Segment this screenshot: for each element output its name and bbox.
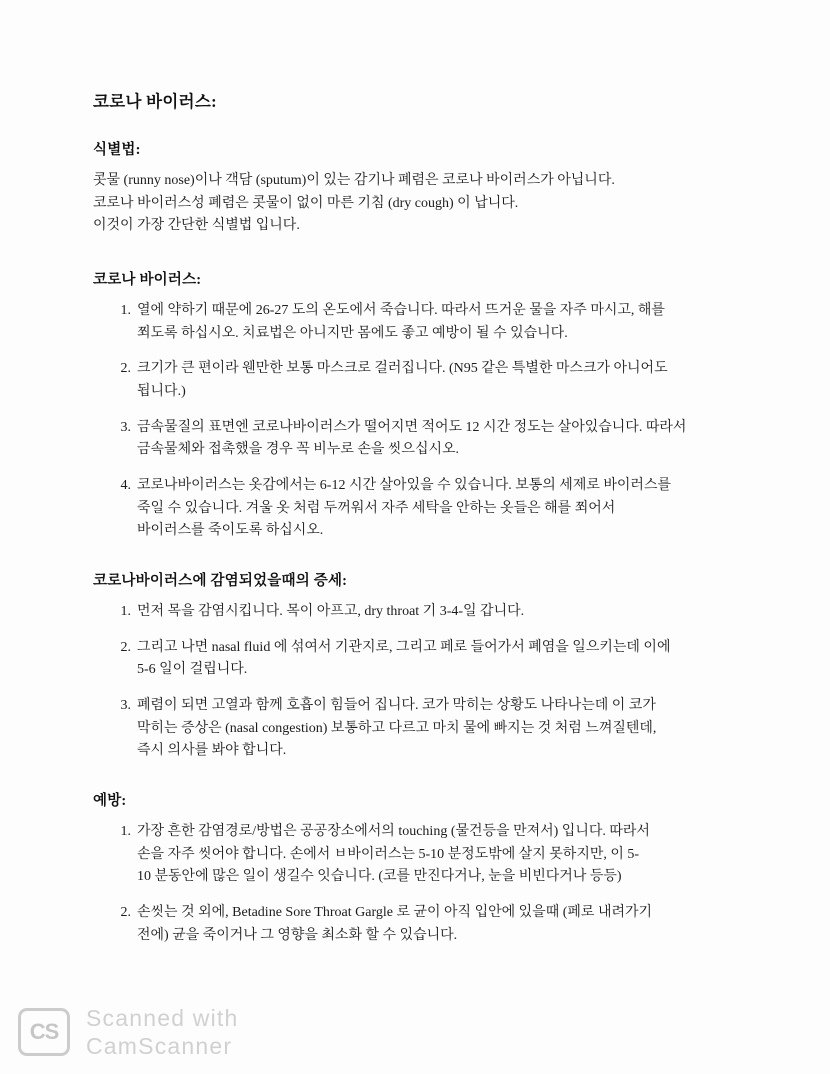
section-heading: 코로나바이러스에 감염되었을때의 증세: (93, 573, 348, 590)
section-heading: 예방: (93, 793, 127, 810)
paragraph-line: 이것이 가장 간단한 식별법 입니다. (93, 218, 300, 234)
list-item-line: 코로나바이러스는 옷감에서는 6-12 시간 살아있을 수 있습니다. 보통의 세제로 바이러스를 (137, 478, 672, 494)
section-prevention (93, 789, 738, 947)
list-item-line: 열에 약하기 때문에 26-27 도의 온도에서 죽습니다. 따라서 뜨거운 물을 자주 마시고, 해를 (137, 303, 665, 319)
list-item (93, 358, 738, 403)
list-item-line: 가장 흔한 감염경로/방법은 공공장소에서의 touching (물건등을 만져서) 입니다. 따라서 (137, 824, 650, 840)
list-item-line: 쬐도록 하십시오. 치료법은 아니지만 몸에도 좋고 예방이 될 수 있습니다. (137, 325, 568, 341)
list-item-line: 폐렴이 되면 고열과 함께 호흡이 힘들어 집니다. 코가 막히는 상황도 나타나는데 이 코가 (137, 698, 656, 714)
list-item-line: 즉시 의사를 봐야 합니다. (137, 743, 287, 759)
list-item-line: 전에) 균을 죽이거나 그 영향을 최소화 할 수 있습니다. (137, 927, 458, 943)
list-item-line: 그리고 나면 nasal fluid 에 섞여서 기관지로, 그리고 페로 들어가서 폐염을 일으키는데 이에 (137, 639, 671, 655)
list-item-line: 바이러스를 죽이도록 하십시오. (137, 523, 324, 539)
list-item-line: 죽일 수 있습니다. 겨울 옷 처럼 두꺼워서 자주 세탁을 안하는 옷들은 해를 쬐어서 (137, 500, 616, 516)
list-item (93, 417, 738, 462)
numbered-list (93, 601, 738, 763)
list-item-marker: 1. (120, 604, 131, 620)
list-item-line: 금속물체와 접촉했을 경우 꼭 비누로 손을 씻으십시오. (137, 442, 460, 458)
list-item (93, 637, 738, 682)
list-item-marker: 3. (120, 698, 131, 714)
section-paragraph (93, 170, 738, 238)
list-item-marker: 2. (120, 639, 131, 655)
section-identification (93, 138, 738, 238)
numbered-list (93, 300, 738, 543)
list-item-line: 막히는 증상은 (nasal congestion) 보통하고 다르고 마치 물에 빠지는 것 처럼 느껴질텐데, (137, 720, 657, 736)
watermark-line-1: Scanned with (86, 1004, 239, 1031)
list-item-marker: 2. (120, 361, 131, 377)
list-item-marker: 3. (120, 419, 131, 435)
page-title: 코로나 바이러스: (93, 92, 217, 111)
numbered-list (93, 821, 738, 947)
list-item-line: 5-6 일이 걸립니다. (137, 662, 248, 678)
camscanner-watermark (18, 1004, 239, 1060)
list-item-line: 됩니다.) (137, 384, 186, 400)
list-item-marker: 1. (120, 824, 131, 840)
watermark-line-2: CamScanner (86, 1032, 233, 1059)
camscanner-watermark-text (86, 1004, 239, 1060)
document-body (93, 88, 738, 973)
list-item-line: 금속물질의 표면엔 코로나바이러스가 떨어지면 적어도 12 시간 정도는 살아있습니다. 따라서 (137, 419, 687, 435)
list-item (93, 821, 738, 889)
list-item-line: 손씻는 것 외에, Betadine Sore Throat Gargle 로 균이 아직 입안에 있을때 (페로 내려가기 (137, 905, 653, 921)
list-item-marker: 1. (120, 303, 131, 319)
list-item (93, 902, 738, 947)
list-item-line: 먼저 목을 감염시킵니다. 목이 아프고, dry throat 기 3-4-일 갑니다. (137, 604, 525, 620)
list-item (93, 475, 738, 543)
list-item-marker: 4. (120, 478, 131, 494)
camscanner-logo-icon: CS (18, 1008, 70, 1056)
section-symptoms (93, 569, 738, 763)
section-heading: 코로나 바이러스: (93, 272, 202, 289)
paragraph-line: 콧물 (runny nose)이나 객담 (sputum)이 있는 감기나 폐렴은 코로나 바이러스가 아닙니다. (93, 173, 615, 188)
list-item (93, 601, 738, 624)
section-coronavirus-facts (93, 268, 738, 543)
list-item-marker: 2. (120, 905, 131, 921)
list-item-line: 손을 자주 씻어야 합니다. 손에서 ㅂ바이러스는 5-10 분정도밖에 살지 못하지만, 이 5- (137, 846, 640, 862)
list-item (93, 300, 738, 345)
list-item (93, 695, 738, 763)
paragraph-line: 코로나 바이러스성 폐렴은 콧물이 없이 마른 기침 (dry cough) 이 납니다. (93, 195, 519, 211)
section-heading: 식별법: (93, 142, 141, 158)
list-item-line: 크기가 큰 편이라 웬만한 보통 마스크로 걸러집니다. (N95 같은 특별한 마스크가 아니어도 (137, 361, 668, 377)
list-item-line: 10 분동안에 많은 일이 생길수 잇습니다. (코를 만진다거나, 눈을 비빈다거나 등등) (137, 869, 622, 885)
